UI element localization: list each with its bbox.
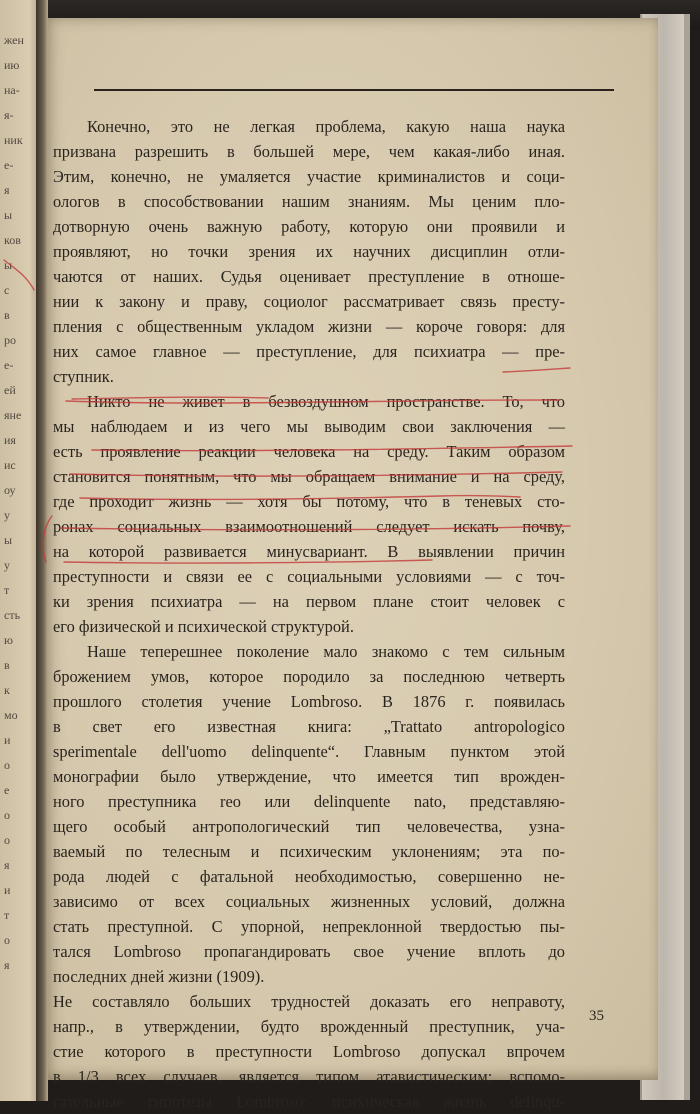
header-rule	[94, 89, 614, 91]
text-line: чаются от наших. Судья оценивает преступление в отноше-	[53, 267, 565, 286]
left-page-fragment: ы	[4, 208, 13, 222]
page-text	[53, 114, 565, 1114]
text-line: пления с общественным укладом жизни — короче говоря: для	[53, 317, 565, 336]
text-line: ного преступника reo или delinquente nato, представляю-	[53, 792, 565, 811]
text-line: них самое главное — преступление, для психиатра — пре-	[53, 342, 565, 361]
text-line: sperimentale dell'uomo delinquente“. Главным пунктом этой	[53, 742, 565, 761]
text-line: есть проявление реакции человека на среду. Таким образом	[53, 442, 565, 461]
text-line: тался Lombroso пропагандировать свое учение вплоть до	[53, 942, 565, 961]
left-page-fragment: ков	[4, 233, 21, 247]
text-line: стие которого в преступности Lombroso допускал впрочем	[53, 1042, 565, 1061]
text-line: Конечно, это не легкая проблема, какую наша наука	[87, 117, 565, 136]
book-page	[44, 18, 658, 1111]
text-line: стать преступной. С упорной, непреклонной твердостью пы-	[53, 917, 565, 936]
left-page-fragment: ей	[4, 383, 16, 397]
left-page-fragment: у	[4, 558, 10, 572]
text-line: последних дней жизни (1909).	[53, 967, 265, 986]
left-page-fragment: о	[4, 808, 10, 822]
left-page-fragment: т	[4, 583, 10, 597]
text-line: преступности и связи ее с социальными условиями — с точ-	[53, 567, 565, 586]
text-line: щего особый антропологический тип человечества, узна-	[53, 817, 565, 836]
text-line: становится понятным, что мы обращаем внимание и на среду,	[53, 467, 565, 486]
left-page-fragment: в	[4, 658, 10, 672]
text-line: на которой развивается минусвариант. В выявлении причин	[53, 542, 565, 561]
text-line: Этим, конечно, не умаляется участие криминалистов и соци-	[53, 167, 565, 186]
left-page-fragment: ы	[4, 258, 13, 272]
text-line: в свет его известная книга: „Trattato antropologico	[53, 717, 565, 736]
left-page-fragment: е-	[4, 358, 14, 372]
left-page-fragment: ю	[4, 633, 13, 647]
left-page-fragment: я	[4, 958, 10, 972]
text-line: мы наблюдаем и из чего мы выводим свои заключения —	[53, 417, 565, 436]
text-line: ронах социальных взаимоотношений следует искать почву,	[53, 517, 565, 536]
left-page-fragment: е	[4, 783, 10, 797]
text-line: гательные гипотезы Lombroso: психическая жизнь delinqu-	[53, 1092, 565, 1111]
text-line: призвана разрешить в большей мере, чем какая-либо иная.	[53, 142, 565, 161]
left-page-fragment: у	[4, 508, 10, 522]
left-page-fragment: и	[4, 883, 11, 897]
left-page-fragment: я-	[4, 108, 14, 122]
left-page-fragment: с	[4, 283, 10, 297]
text-line: рода людей с фатальной необходимостью, совершенно не-	[53, 867, 565, 886]
left-page-fragment: и	[4, 733, 11, 747]
left-page-fragment: е-	[4, 158, 14, 172]
left-page-fragment: мо	[4, 708, 18, 722]
text-line: ки зрения психиатра — на первом плане стоит человек с	[53, 592, 565, 611]
text-line: нии к закону и праву, социолог рассматривает связь престу-	[53, 292, 565, 311]
left-page-fragment: ник	[4, 133, 23, 147]
left-page-fragment: о	[4, 933, 10, 947]
text-line: ваемый по телесным и психическим уклонениям; эта по-	[53, 842, 565, 861]
left-page-fragment: в	[4, 308, 10, 322]
left-page-fragment: я	[4, 183, 10, 197]
text-line: зависимо от всех социальных жизненных условий, должна	[53, 892, 565, 911]
left-page-fragment: ия	[4, 433, 16, 447]
text-line: прошлого столетия учение Lombroso. В 1876 г. появилась	[53, 692, 565, 711]
book-gutter	[36, 0, 48, 1101]
left-page-fragment: о	[4, 833, 10, 847]
text-line: монографии было утверждение, что имеется тип врожден-	[53, 767, 565, 786]
left-page-fragment: ро	[4, 333, 16, 347]
left-page-fragment: на-	[4, 83, 20, 97]
left-page-fragment: оу	[4, 483, 16, 497]
left-page-fragment: ию	[4, 58, 20, 72]
text-line: брожением умов, которое породило за последнюю четверть	[53, 667, 565, 686]
text-line: ологов в способствовании нашим знаниям. Мы ценим пло-	[53, 192, 565, 211]
text-line: где проходит жизнь — хотя бы потому, что в теневых сто-	[53, 492, 565, 511]
left-page-fragment: ис	[4, 458, 16, 472]
text-line: дотворную очень важную работу, которую они проявили и	[53, 217, 565, 236]
left-page-fragment: я	[4, 858, 10, 872]
text-line: напр., в утверждении, будто врожденный преступник, уча-	[53, 1017, 565, 1036]
text-line: Не составляло больших трудностей доказать его неправоту,	[53, 992, 565, 1011]
page-number: 35	[589, 1008, 604, 1024]
text-line: его физической и психической структурой.	[53, 617, 354, 636]
left-page-fragment: яне	[4, 408, 22, 422]
left-page-fragment: сть	[4, 608, 21, 622]
text-line: проявляют, но точки зрения их научних дисциплин отли-	[53, 242, 565, 261]
text-line: в 1/3 всех случаев, является типом атавистическим; вспомо-	[53, 1067, 565, 1086]
left-page-fragment: о	[4, 758, 10, 772]
left-page-fragment: к	[4, 683, 10, 697]
left-page-fragment: ы	[4, 533, 13, 547]
text-line: ступник.	[53, 367, 114, 386]
left-page-fragment: т	[4, 908, 10, 922]
text-line: Наше теперешнее поколение мало знакомо с тем сильным	[87, 642, 565, 661]
left-page-fragment: жен	[4, 33, 24, 47]
text-line: Никто не живет в безвоздушном пространстве. То, что	[87, 392, 565, 411]
